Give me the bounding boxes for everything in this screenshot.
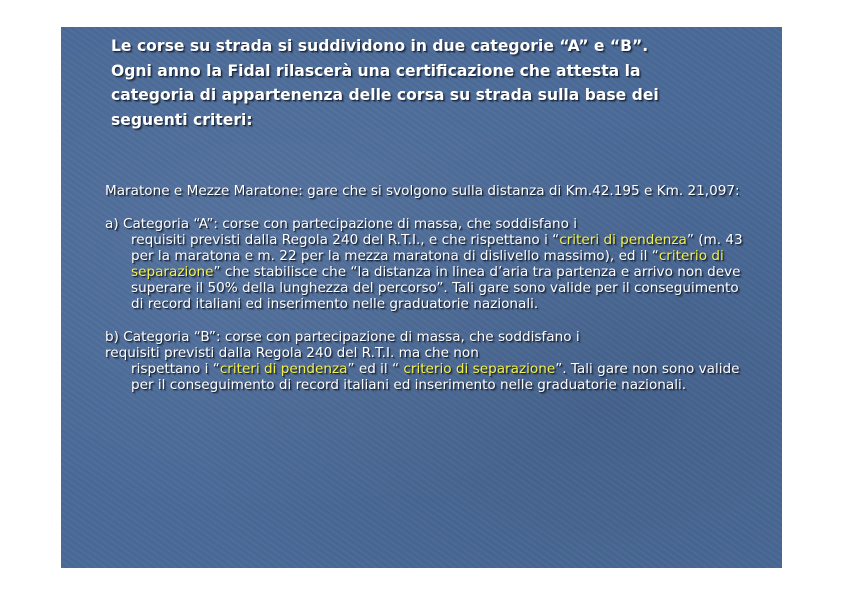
category-b-second-line: requisiti previsti dalla Regola 240 del R.T.I. ma che non	[105, 345, 479, 361]
spacer	[105, 312, 745, 329]
title-line-1: Le corse su strada si suddividono in due categorie “A” e “B”.	[111, 37, 649, 55]
slide-title	[111, 34, 701, 132]
spacer	[105, 199, 745, 216]
criteri-pendenza-highlight: criteri di pendenza	[219, 361, 348, 377]
category-b-paragraph	[105, 329, 745, 393]
category-a-text-2: ” (m. 43 per la maratona e m. 22 per la mezza maratona di dislivello massimo), ed il “	[131, 232, 743, 264]
category-b-first-line: b) Categoria “B”: corse con partecipazione di massa, che soddisfano i	[105, 329, 580, 345]
slide	[61, 27, 782, 568]
intro-paragraph: Maratone e Mezze Maratone: gare che si svolgono sulla distanza di Km.42.195 e Km. 21,097:	[105, 183, 740, 199]
category-b-text-2: ” ed il “	[347, 361, 404, 377]
category-b-text-1: rispettano i “	[131, 361, 220, 377]
category-a-text-1: requisiti previsti dalla Regola 240 del R.T.I., e che rispettano i “	[131, 232, 560, 248]
criterio-separazione-highlight: criterio di separazione	[131, 248, 724, 280]
category-a-paragraph	[105, 216, 745, 312]
category-a-text-3: ” che stabilisce che “la distanza in linea d’aria tra partenza e arrivo non deve superare il 50% della lunghezza del percorso”. Tali gare sono valide per il conseguimento di record italiani ed inserimento nelle graduatorie nazionali.	[131, 264, 741, 312]
category-a-first-line: a) Categoria “A”: corse con partecipazione di massa, che soddisfano i	[105, 216, 578, 232]
criteri-pendenza-highlight: criteri di pendenza	[559, 232, 687, 248]
title-line-2: Ogni anno la Fidal rilascerà una certificazione che attesta la categoria di appartenenza delle corsa su strada sulla base dei seguenti criteri:	[111, 61, 659, 129]
criterio-separazione-highlight: criterio di separazione	[403, 361, 556, 377]
category-b-text-3: ”. Tali gare non sono valide per il conseguimento di record italiani ed inserimento nelle graduatorie nazionali.	[131, 361, 740, 393]
slide-body	[105, 183, 745, 393]
